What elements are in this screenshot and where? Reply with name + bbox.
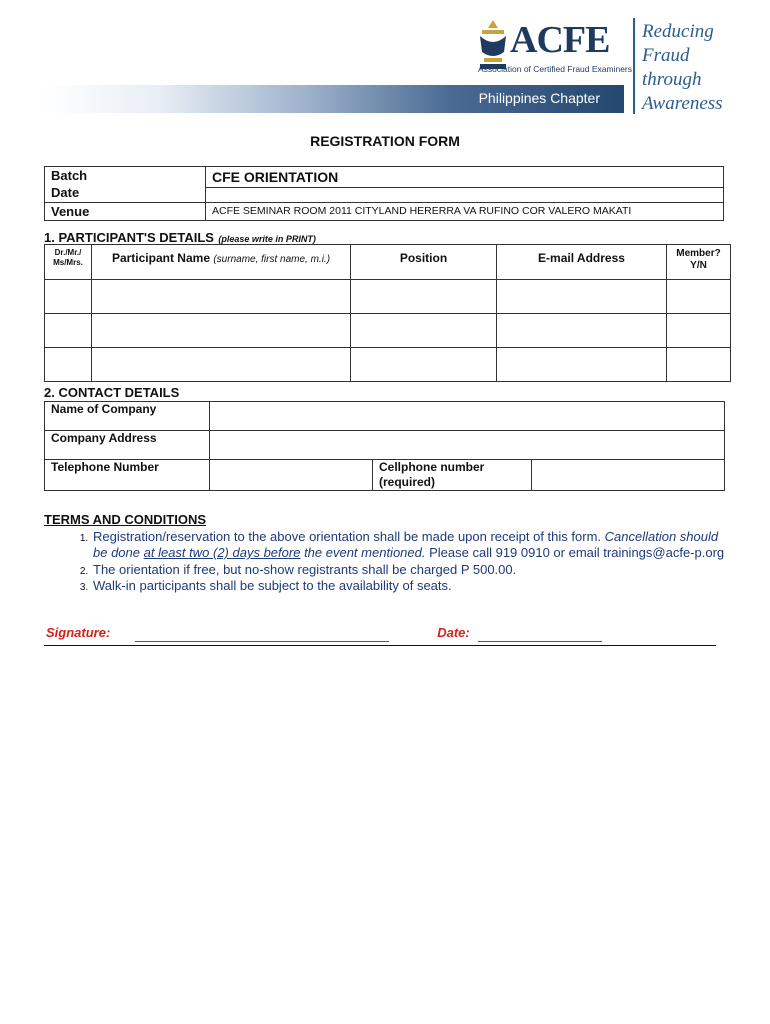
member-field[interactable] [667,280,731,314]
event-name: CFE ORIENTATION [206,167,724,188]
chapter-banner [42,85,624,113]
company-name-field[interactable] [210,402,725,431]
email-field[interactable] [497,280,667,314]
email-field[interactable] [497,348,667,382]
terms-title: TERMS AND CONDITIONS [44,512,207,527]
col-name-label: Participant Name [111,251,210,265]
company-address-label: Company Address [45,431,210,460]
date-label: Date: [437,625,470,640]
position-field[interactable] [351,348,497,382]
terms-item-italic: Cancellation should be done [93,528,719,560]
position-field[interactable] [351,280,497,314]
table-row [45,348,731,382]
email-field[interactable] [497,314,667,348]
venue-label: Venue [51,204,90,219]
contact-title: 2. CONTACT DETAILS [44,385,180,400]
signature-row [46,624,602,642]
tagline-line: Awareness [642,93,723,114]
signature-field[interactable] [135,629,389,642]
participants-note: (please write in PRINT) [218,234,316,244]
telephone-field[interactable] [210,460,373,491]
title-field[interactable] [45,314,92,348]
position-field[interactable] [351,314,497,348]
col-name-note: (surname, first name, m.i.) [213,254,331,265]
date-field[interactable] [206,188,724,203]
participants-title: 1. PARTICIPANT'S DETAILS [44,230,214,245]
terms-item [91,529,734,562]
form-title: REGISTRATION FORM [310,133,460,149]
table-row [45,280,731,314]
name-field[interactable] [92,314,351,348]
logo-wordmark: ACFE [510,19,610,61]
batch-label: Batch [51,168,88,183]
table-row [45,314,731,348]
name-field[interactable] [92,280,351,314]
tagline-line: through [642,69,702,90]
title-field[interactable] [45,348,92,382]
participants-table [44,244,731,382]
batch-date-labels [45,167,206,203]
terms-item-text: Registration/reservation to the above orientation shall be made upon receipt of this form. [93,528,602,544]
company-address-field[interactable] [210,431,725,460]
member-field[interactable] [667,348,731,382]
tagline-line: Fraud [642,45,690,66]
divider [44,645,716,646]
terms-item: 3. Walk-in participants shall be subject to the availability of seats. [91,578,734,595]
col-member-header: Member? Y/N [667,245,731,280]
batch-table [44,166,724,221]
title-field[interactable] [45,280,92,314]
company-name-label: Name of Company [45,402,210,431]
terms-item-italic: the event mentioned. [304,545,426,560]
terms-section [44,512,734,595]
signature-label: Signature: [46,625,111,640]
col-name-header [92,245,351,280]
logo-subtitle: Association of Certified Fraud Examiners [478,64,633,74]
name-field[interactable] [92,348,351,382]
col-position-header: Position [351,245,497,280]
col-email-header: E-mail Address [497,245,667,280]
venue-label-cell [45,203,206,221]
contact-table [44,401,725,491]
date-label: Date [51,185,80,200]
terms-item-text: Please call 919 0910 or email trainings@acfe-p.org [429,545,725,560]
col-title-header: Dr./Mr./ Ms/Mrs. [45,245,92,280]
date-field[interactable] [478,629,602,642]
header-divider [633,18,635,114]
cellphone-label: Cellphone number (required) [373,460,532,491]
terms-item: 2. The orientation if free, but no-show registrants shall be charged P 500.00. [91,562,734,579]
venue-value: ACFE SEMINAR ROOM 2011 CITYLAND HERERRA VA RUFINO COR VALERO MAKATI [206,203,724,221]
chapter-name: Philippines Chapter [478,90,600,106]
cellphone-field[interactable] [532,460,725,491]
tagline-line: Reducing [642,21,714,42]
member-field[interactable] [667,314,731,348]
telephone-label: Telephone Number [45,460,210,491]
tagline [642,20,723,116]
terms-item-underlined: at least two (2) days before [143,545,301,560]
